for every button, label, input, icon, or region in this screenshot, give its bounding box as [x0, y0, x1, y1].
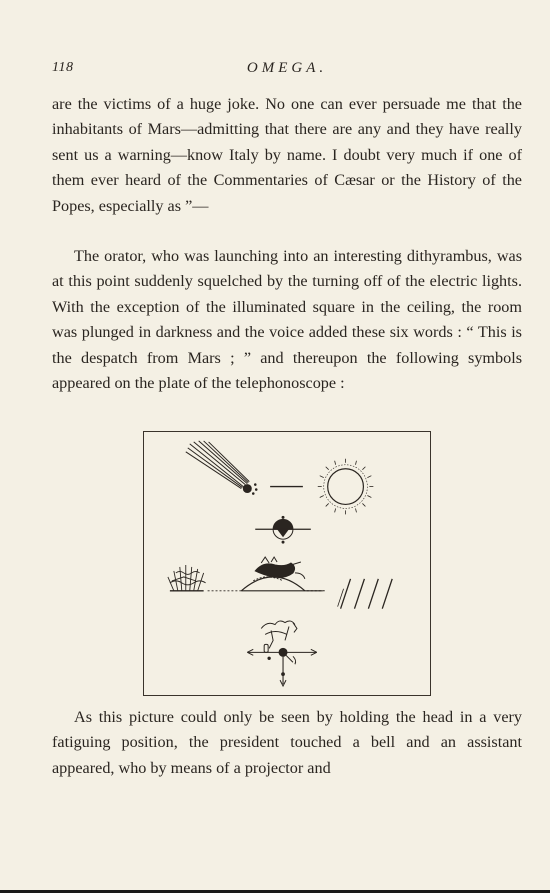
paragraph-picture [52, 705, 522, 781]
sun-moon-icon [318, 459, 374, 515]
figure-drawing [144, 432, 430, 695]
figure-icon [247, 621, 316, 686]
dragon-icon [241, 557, 324, 591]
comet-icon [186, 441, 257, 494]
mars-despatch-figure [143, 431, 431, 696]
wheat-icon [168, 565, 206, 591]
paragraph-text: are the victims of a huge joke. No one can ever persuade me that the inhabitants of Mars—admitting that there are any and they have really sent us a warning—know Italy by name. I doubt very much if one of them ever heard of the Commentaries of Cæsar or the History of the Popes, especially as ”— [52, 95, 522, 215]
paragraph-text: The orator, who was launching into an interesting dithyrambus, was at this point suddenly squelched by the turning off of the electric lights. With the exception of the illuminated square in the ceiling, the room was plunged in darkness and the voice added these six words : “ This is the despatch from Mars ; ” and thereupon the following symbols appeared on the plate of the telephonoscope : [52, 247, 522, 393]
page-number: 118 [52, 60, 74, 75]
running-head [52, 60, 522, 80]
globe-icon [255, 516, 311, 543]
paragraph-continuation [52, 92, 522, 219]
running-title: OMEGA. [246, 60, 328, 76]
paragraph-text: As this picture could only be seen by holding the head in a very fatiguing position, the president touched a bell and an assistant appeared, who by means of a projector and [52, 708, 522, 777]
rain-lines-icon [338, 579, 393, 609]
paragraph-orator [52, 244, 522, 396]
